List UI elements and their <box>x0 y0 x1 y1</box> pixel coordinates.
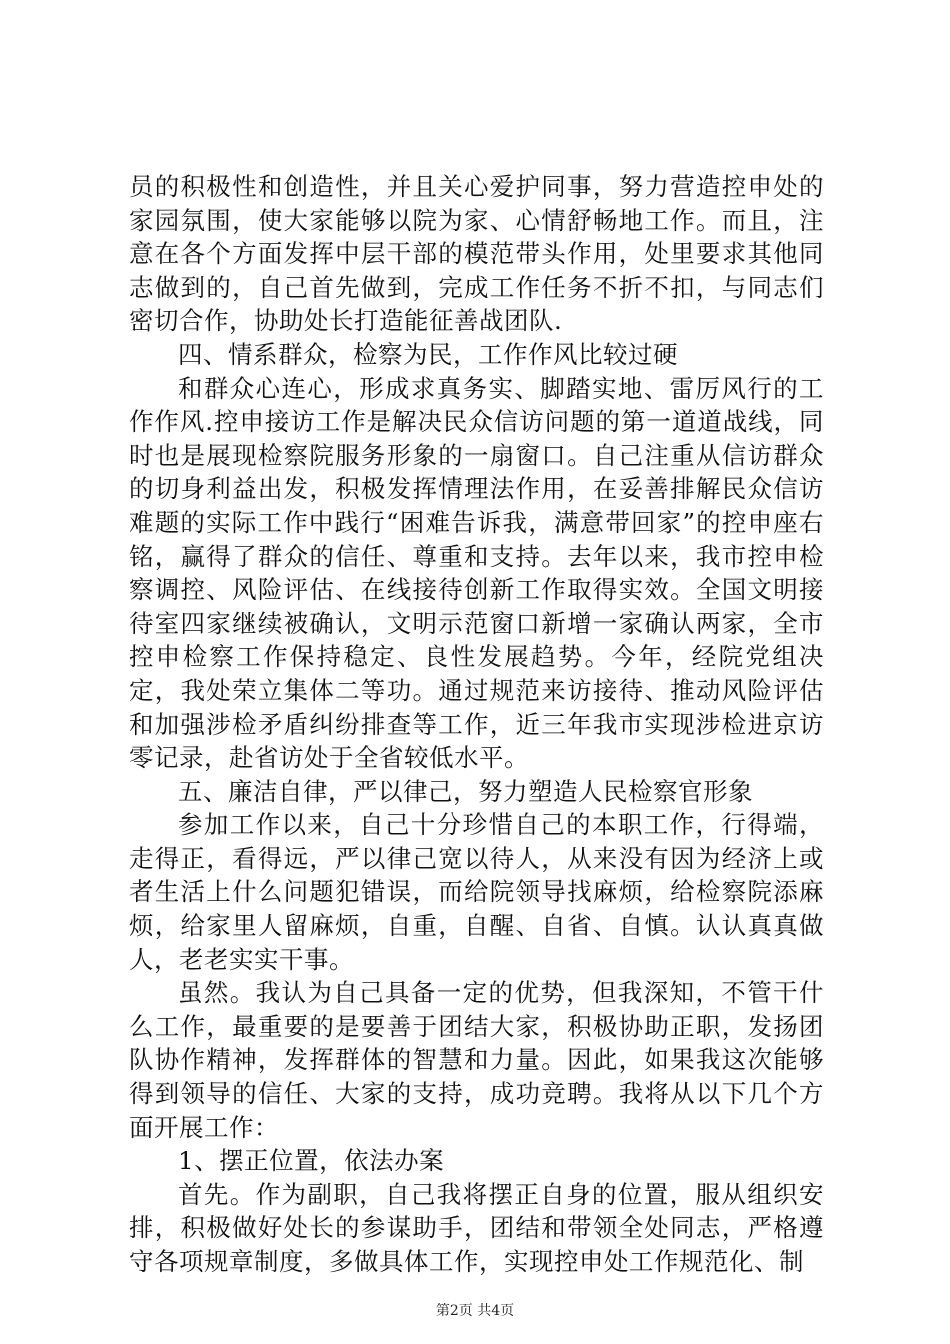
paragraph-first: 首先。作为副职，自己我将摆正自身的位置，服从组织安排，积极做好处长的参谋助手，团结和带领全处同志，严格遵守各项规章制度，多做具体工作，实现控申处工作规范化、制 <box>129 1179 824 1276</box>
subheading-one: 1、摆正位置，依法办案 <box>178 1146 445 1176</box>
section-heading-five: 五、廉洁自律，严以律己，努力塑造人民检察官形象 <box>178 776 753 806</box>
page-footer: 第2页 共4页 <box>435 1303 515 1319</box>
paragraph-plans-intro: 虽然。我认为自己具备一定的优势，但我深知，不管干什么工作，最重要的是要善于团结大家，积极协助正职，发扬团队协作精神，发挥群体的智慧和力量。因此，如果我这次能够得到领导的信任、大家的支持，成功竞聘。我将从以下几个方面开展工作： <box>129 978 824 1142</box>
paragraph-work-style: 和群众心连心，形成求真务实、脚踏实地、雷厉风行的工作作风.控申接访工作是解决民众信访问题的第一道道战线，同时也是展现检察院服务形象的一扇窗口。自己注重从信访群众的切身利益出发，积极发挥情理法作用，在妥善排解民众信访难题的实际工作中践行“困难告诉我，满意带回家”的控申座右铭，赢得了群众的信任、尊重和支持。去年以来，我市控申检察调控、风险评估、在线接待创新工作取得实效。全国文明接待室四家继续被确认，文明示范窗口新增一家确认两家，全市控申检察工作保持稳定、良性发展趋势。今年，经院党组决定，我处荣立集体二等功。通过规范来访接待、推动风险评估和加强涉检矛盾纠纷排查等工作，近三年我市实现涉检进京访零记录，赴省访处于全省较低水平。 <box>129 373 824 773</box>
paragraph-integrity: 参加工作以来，自己十分珍惜自己的本职工作，行得端，走得正，看得远，严以律己宽以待人，从来没有因为经济上或者生活上什么问题犯错误，而给院领导找麻烦，给检察院添麻烦，给家里人留麻烦，自重，自醒、自省、自慎。认认真真做人，老老实实干事。 <box>129 810 824 974</box>
paragraph-continuation: 员的积极性和创造性，并且关心爱护同事，努力营造控申处的家园氛围，使大家能够以院为家、心情舒畅地工作。而且，注意在各个方面发挥中层干部的模范带头作用，处里要求其他同志做到的，自己首先做到，完成工作任务不折不扣，与同志们密切合作，协助处长打造能征善战团队. <box>129 172 824 336</box>
section-heading-four: 四、情系群众，检察为民，工作作风比较过硬 <box>178 339 678 369</box>
document-body <box>129 170 824 1279</box>
